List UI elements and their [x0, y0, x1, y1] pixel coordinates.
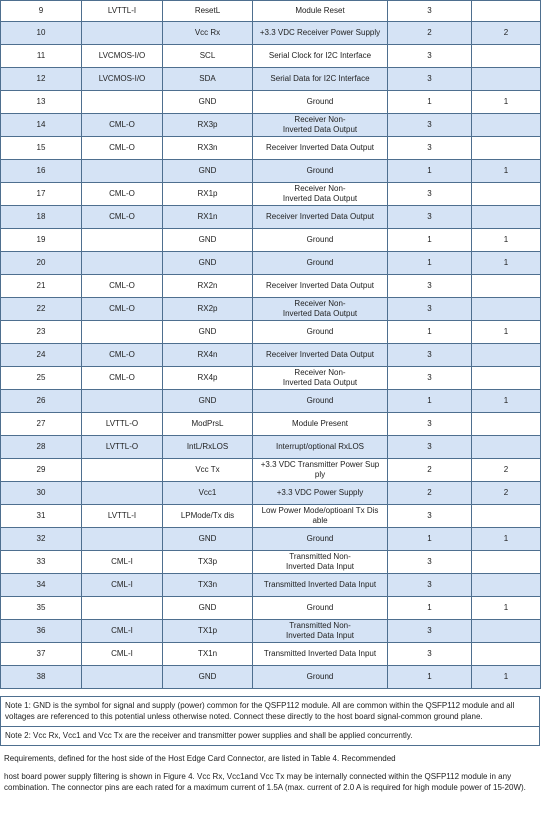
symbol-cell: Vcc1: [163, 482, 253, 505]
notes-cell: 1: [472, 252, 541, 275]
table-row: [1, 643, 541, 666]
symbol-cell: RX4p: [163, 367, 253, 390]
symbol-cell: GND: [163, 597, 253, 620]
table-row: [1, 91, 541, 114]
table-row: [1, 45, 541, 68]
pin-number-cell: 22: [1, 298, 82, 321]
logic-cell: CML-O: [82, 275, 163, 298]
symbol-cell: GND: [163, 252, 253, 275]
table-row: [1, 321, 541, 344]
table-row: [1, 229, 541, 252]
notes-cell: [472, 505, 541, 528]
plug-sequence-cell: 2: [388, 22, 472, 45]
logic-cell: [82, 22, 163, 45]
description-cell: Transmitted Non- Inverted Data Input: [253, 620, 388, 643]
notes-cell: 1: [472, 597, 541, 620]
description-cell: Serial Data for I2C Interface: [253, 68, 388, 91]
notes-cell: 1: [472, 321, 541, 344]
logic-cell: CML-O: [82, 114, 163, 137]
plug-sequence-cell: 3: [388, 643, 472, 666]
symbol-cell: RX4n: [163, 344, 253, 367]
notes-cell: [472, 1, 541, 22]
logic-cell: CML-O: [82, 183, 163, 206]
plug-sequence-cell: 1: [388, 390, 472, 413]
symbol-cell: GND: [163, 229, 253, 252]
logic-cell: [82, 160, 163, 183]
notes-cell: [472, 574, 541, 597]
pin-number-cell: 9: [1, 1, 82, 22]
description-cell: Transmitted Non- Inverted Data Input: [253, 551, 388, 574]
description-cell: Receiver Non- Inverted Data Output: [253, 183, 388, 206]
table-row: [1, 137, 541, 160]
plug-sequence-cell: 3: [388, 45, 472, 68]
table-row: [1, 183, 541, 206]
pin-number-cell: 20: [1, 252, 82, 275]
symbol-cell: SDA: [163, 68, 253, 91]
table-row: [1, 1, 541, 22]
description-cell: Ground: [253, 160, 388, 183]
notes-cell: 1: [472, 666, 541, 689]
description-cell: Ground: [253, 252, 388, 275]
plug-sequence-cell: 1: [388, 321, 472, 344]
notes-cell: 2: [472, 459, 541, 482]
pin-number-cell: 11: [1, 45, 82, 68]
table-row: [1, 367, 541, 390]
symbol-cell: ResetL: [163, 1, 253, 22]
table-row: [1, 436, 541, 459]
plug-sequence-cell: 3: [388, 574, 472, 597]
logic-cell: CML-I: [82, 574, 163, 597]
description-cell: +3.3 VDC Power Supply: [253, 482, 388, 505]
plug-sequence-cell: 3: [388, 1, 472, 22]
table-row: [1, 275, 541, 298]
symbol-cell: RX1n: [163, 206, 253, 229]
table-row: [1, 666, 541, 689]
pin-number-cell: 38: [1, 666, 82, 689]
notes-cell: 1: [472, 91, 541, 114]
description-cell: Receiver Inverted Data Output: [253, 344, 388, 367]
pin-number-cell: 32: [1, 528, 82, 551]
description-cell: Ground: [253, 229, 388, 252]
description-cell: Ground: [253, 321, 388, 344]
table-row: [1, 620, 541, 643]
plug-sequence-cell: 3: [388, 620, 472, 643]
notes-cell: [472, 137, 541, 160]
symbol-cell: GND: [163, 321, 253, 344]
plug-sequence-cell: 2: [388, 482, 472, 505]
symbol-cell: TX3p: [163, 551, 253, 574]
symbol-cell: SCL: [163, 45, 253, 68]
table-row: [1, 22, 541, 45]
pin-number-cell: 17: [1, 183, 82, 206]
notes-cell: [472, 45, 541, 68]
logic-cell: [82, 390, 163, 413]
description-cell: Interrupt/optional RxLOS: [253, 436, 388, 459]
description-cell: Receiver Non- Inverted Data Output: [253, 367, 388, 390]
logic-cell: [82, 321, 163, 344]
pin-number-cell: 25: [1, 367, 82, 390]
pin-table-body: [1, 1, 541, 689]
plug-sequence-cell: 3: [388, 551, 472, 574]
filtering-text: host board power supply filtering is shown in Figure 4. Vcc Rx, Vcc1and Vcc Tx may be internally connected within the QSFP112 module in any combination. The connector pins are each rated for a maximum current of 1.5A (max. current of 2.0 A is required for high module power of 15-20W).: [4, 772, 526, 792]
description-cell: +3.3 VDC Transmitter Power Sup ply: [253, 459, 388, 482]
description-cell: Module Present: [253, 413, 388, 436]
notes-cell: 1: [472, 390, 541, 413]
pin-number-cell: 27: [1, 413, 82, 436]
pin-number-cell: 18: [1, 206, 82, 229]
plug-sequence-cell: 2: [388, 459, 472, 482]
plug-sequence-cell: 3: [388, 68, 472, 91]
plug-sequence-cell: 1: [388, 666, 472, 689]
logic-cell: CML-I: [82, 620, 163, 643]
notes-cell: [472, 344, 541, 367]
logic-cell: [82, 91, 163, 114]
plug-sequence-cell: 3: [388, 436, 472, 459]
description-cell: Ground: [253, 666, 388, 689]
description-cell: Module Reset: [253, 1, 388, 22]
description-cell: Ground: [253, 597, 388, 620]
table-row: [1, 528, 541, 551]
symbol-cell: LPMode/Tx dis: [163, 505, 253, 528]
plug-sequence-cell: 3: [388, 298, 472, 321]
notes-cell: 1: [472, 229, 541, 252]
table-row: [1, 482, 541, 505]
logic-cell: [82, 666, 163, 689]
table-row: [1, 344, 541, 367]
pin-number-cell: 35: [1, 597, 82, 620]
symbol-cell: Vcc Tx: [163, 459, 253, 482]
logic-cell: CML-O: [82, 298, 163, 321]
notes-cell: [472, 275, 541, 298]
symbol-cell: RX2n: [163, 275, 253, 298]
plug-sequence-cell: 3: [388, 137, 472, 160]
notes-cell: 1: [472, 528, 541, 551]
symbol-cell: GND: [163, 528, 253, 551]
description-cell: Receiver Inverted Data Output: [253, 137, 388, 160]
plug-sequence-cell: 1: [388, 252, 472, 275]
table-row: [1, 413, 541, 436]
notes-section: [0, 696, 540, 793]
table-row: [1, 68, 541, 91]
plug-sequence-cell: 3: [388, 206, 472, 229]
pin-number-cell: 28: [1, 436, 82, 459]
logic-cell: [82, 528, 163, 551]
logic-cell: CML-O: [82, 344, 163, 367]
logic-cell: LVTTL-O: [82, 436, 163, 459]
symbol-cell: RX2p: [163, 298, 253, 321]
notes-cell: [472, 643, 541, 666]
table-row: [1, 459, 541, 482]
description-cell: Serial Clock for I2C Interface: [253, 45, 388, 68]
table-row: [1, 114, 541, 137]
note-1: Note 1: GND is the symbol for signal and supply (power) common for the QSFP112 module. All are common within the QSFP112 module and all voltages are referenced to this potential unless otherwise noted. Connect these directly to the host board signal-common ground plane.: [0, 696, 540, 727]
symbol-cell: GND: [163, 91, 253, 114]
requirements-text: Requirements, defined for the host side of the Host Edge Card Connector, are listed in Table 4. Recommended: [4, 754, 396, 763]
symbol-cell: Vcc Rx: [163, 22, 253, 45]
notes-cell: 1: [472, 160, 541, 183]
symbol-cell: RX3p: [163, 114, 253, 137]
logic-cell: CML-O: [82, 367, 163, 390]
symbol-cell: GND: [163, 160, 253, 183]
plug-sequence-cell: 1: [388, 597, 472, 620]
notes-cell: [472, 183, 541, 206]
plug-sequence-cell: 1: [388, 229, 472, 252]
symbol-cell: IntL/RxLOS: [163, 436, 253, 459]
description-cell: Receiver Inverted Data Output: [253, 275, 388, 298]
plug-sequence-cell: 3: [388, 505, 472, 528]
pin-number-cell: 30: [1, 482, 82, 505]
pin-number-cell: 37: [1, 643, 82, 666]
logic-cell: CML-I: [82, 551, 163, 574]
symbol-cell: RX1p: [163, 183, 253, 206]
description-cell: Ground: [253, 390, 388, 413]
symbol-cell: TX3n: [163, 574, 253, 597]
pin-number-cell: 29: [1, 459, 82, 482]
plug-sequence-cell: 3: [388, 344, 472, 367]
notes-cell: [472, 413, 541, 436]
table-row: [1, 206, 541, 229]
pin-number-cell: 34: [1, 574, 82, 597]
pin-number-cell: 10: [1, 22, 82, 45]
pin-number-cell: 33: [1, 551, 82, 574]
description-cell: Receiver Non- Inverted Data Output: [253, 114, 388, 137]
pin-number-cell: 19: [1, 229, 82, 252]
notes-cell: [472, 114, 541, 137]
logic-cell: [82, 229, 163, 252]
logic-cell: LVCMOS-I/O: [82, 45, 163, 68]
pin-number-cell: 24: [1, 344, 82, 367]
notes-cell: 2: [472, 482, 541, 505]
description-cell: Receiver Inverted Data Output: [253, 206, 388, 229]
pin-number-cell: 14: [1, 114, 82, 137]
plug-sequence-cell: 3: [388, 367, 472, 390]
table-row: [1, 160, 541, 183]
pin-number-cell: 23: [1, 321, 82, 344]
symbol-cell: RX3n: [163, 137, 253, 160]
plug-sequence-cell: 1: [388, 91, 472, 114]
table-row: [1, 597, 541, 620]
logic-cell: [82, 459, 163, 482]
plug-sequence-cell: 3: [388, 183, 472, 206]
plug-sequence-cell: 3: [388, 275, 472, 298]
logic-cell: LVTTL-I: [82, 1, 163, 22]
description-cell: Transmitted Inverted Data Input: [253, 574, 388, 597]
description-cell: Receiver Non- Inverted Data Output: [253, 298, 388, 321]
table-row: [1, 252, 541, 275]
plug-sequence-cell: 3: [388, 114, 472, 137]
description-cell: Ground: [253, 91, 388, 114]
logic-cell: [82, 482, 163, 505]
notes-cell: [472, 367, 541, 390]
symbol-cell: TX1p: [163, 620, 253, 643]
table-row: [1, 551, 541, 574]
pin-number-cell: 36: [1, 620, 82, 643]
logic-cell: LVTTL-I: [82, 505, 163, 528]
symbol-cell: GND: [163, 666, 253, 689]
pin-number-cell: 15: [1, 137, 82, 160]
symbol-cell: TX1n: [163, 643, 253, 666]
symbol-cell: GND: [163, 390, 253, 413]
table-row: [1, 390, 541, 413]
description-cell: Low Power Mode/optioanl Tx Dis able: [253, 505, 388, 528]
pin-number-cell: 21: [1, 275, 82, 298]
description-cell: Transmitted Inverted Data Input: [253, 643, 388, 666]
pin-number-cell: 13: [1, 91, 82, 114]
plug-sequence-cell: 1: [388, 528, 472, 551]
logic-cell: CML-I: [82, 643, 163, 666]
plug-sequence-cell: 1: [388, 160, 472, 183]
table-row: [1, 505, 541, 528]
logic-cell: LVCMOS-I/O: [82, 68, 163, 91]
notes-cell: [472, 436, 541, 459]
description-cell: Ground: [253, 528, 388, 551]
pin-number-cell: 12: [1, 68, 82, 91]
logic-cell: [82, 597, 163, 620]
symbol-cell: ModPrsL: [163, 413, 253, 436]
pin-number-cell: 16: [1, 160, 82, 183]
table-row: [1, 298, 541, 321]
plug-sequence-cell: 3: [388, 413, 472, 436]
notes-cell: [472, 298, 541, 321]
logic-cell: LVTTL-O: [82, 413, 163, 436]
logic-cell: CML-O: [82, 206, 163, 229]
description-cell: +3.3 VDC Receiver Power Supply: [253, 22, 388, 45]
notes-cell: [472, 68, 541, 91]
pin-number-cell: 26: [1, 390, 82, 413]
notes-cell: [472, 206, 541, 229]
logic-cell: CML-O: [82, 137, 163, 160]
notes-cell: [472, 620, 541, 643]
note-2: Note 2: Vcc Rx, Vcc1 and Vcc Tx are the receiver and transmitter power supplies and shall be applied concurrently.: [0, 727, 540, 746]
notes-cell: [472, 551, 541, 574]
table-row: [1, 574, 541, 597]
logic-cell: [82, 252, 163, 275]
notes-cell: 2: [472, 22, 541, 45]
pin-number-cell: 31: [1, 505, 82, 528]
